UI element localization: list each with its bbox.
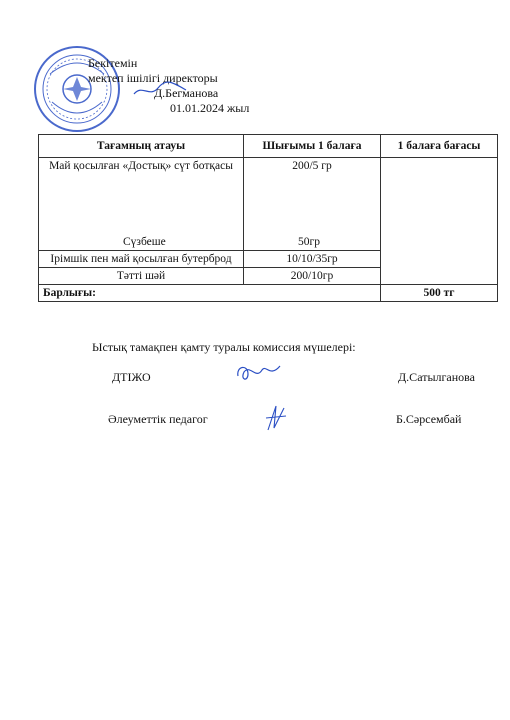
dish-yield-secondary: 50гр [298, 236, 320, 248]
approval-position: мектеп ішілігі директоры [88, 71, 218, 85]
approval-title: Бекітемін [88, 56, 138, 70]
dish-name: Май қосылған «Достық» сүт ботқасы [49, 160, 233, 172]
total-value: 500 тг [381, 285, 498, 302]
header-price: 1 балаға бағасы [381, 135, 498, 158]
table-total-row [39, 285, 498, 302]
commission-title: Ыстық тамақпен қамту туралы комиссия мүшелері: [92, 340, 356, 354]
member-name: Б.Сәрсембай [396, 412, 462, 426]
dish-name: Ірімшік пен май қосылған бутерброд [39, 251, 244, 268]
dish-cell [39, 158, 244, 251]
total-label: Барлығы: [39, 285, 381, 302]
price-cell [381, 158, 498, 285]
member-role: Әлеуметтік педагог [108, 412, 208, 426]
dish-yield: 200/10гр [244, 268, 381, 285]
approval-date: 01.01.2024 жыл [170, 101, 250, 115]
approval-director-name: Д.Бегманова [154, 86, 219, 100]
menu-table [38, 134, 498, 302]
director-signature [132, 80, 188, 100]
table-header-row [39, 135, 498, 158]
header-yield: Шығымы 1 балаға [244, 135, 381, 158]
dish-yield: 10/10/35гр [244, 251, 381, 268]
dish-name: Тәтті шәй [39, 268, 244, 285]
table-row [39, 158, 498, 251]
member-signature [262, 402, 288, 432]
member-name: Д.Сатылганова [398, 370, 476, 384]
dish-name-secondary: Сүзбеше [123, 236, 166, 248]
yield-cell [244, 158, 381, 251]
header-dish-name: Тағамның атауы [39, 135, 244, 158]
member-role: ДТІЖО [112, 370, 151, 384]
dish-yield: 200/5 гр [292, 160, 332, 172]
member-signature [234, 360, 284, 386]
